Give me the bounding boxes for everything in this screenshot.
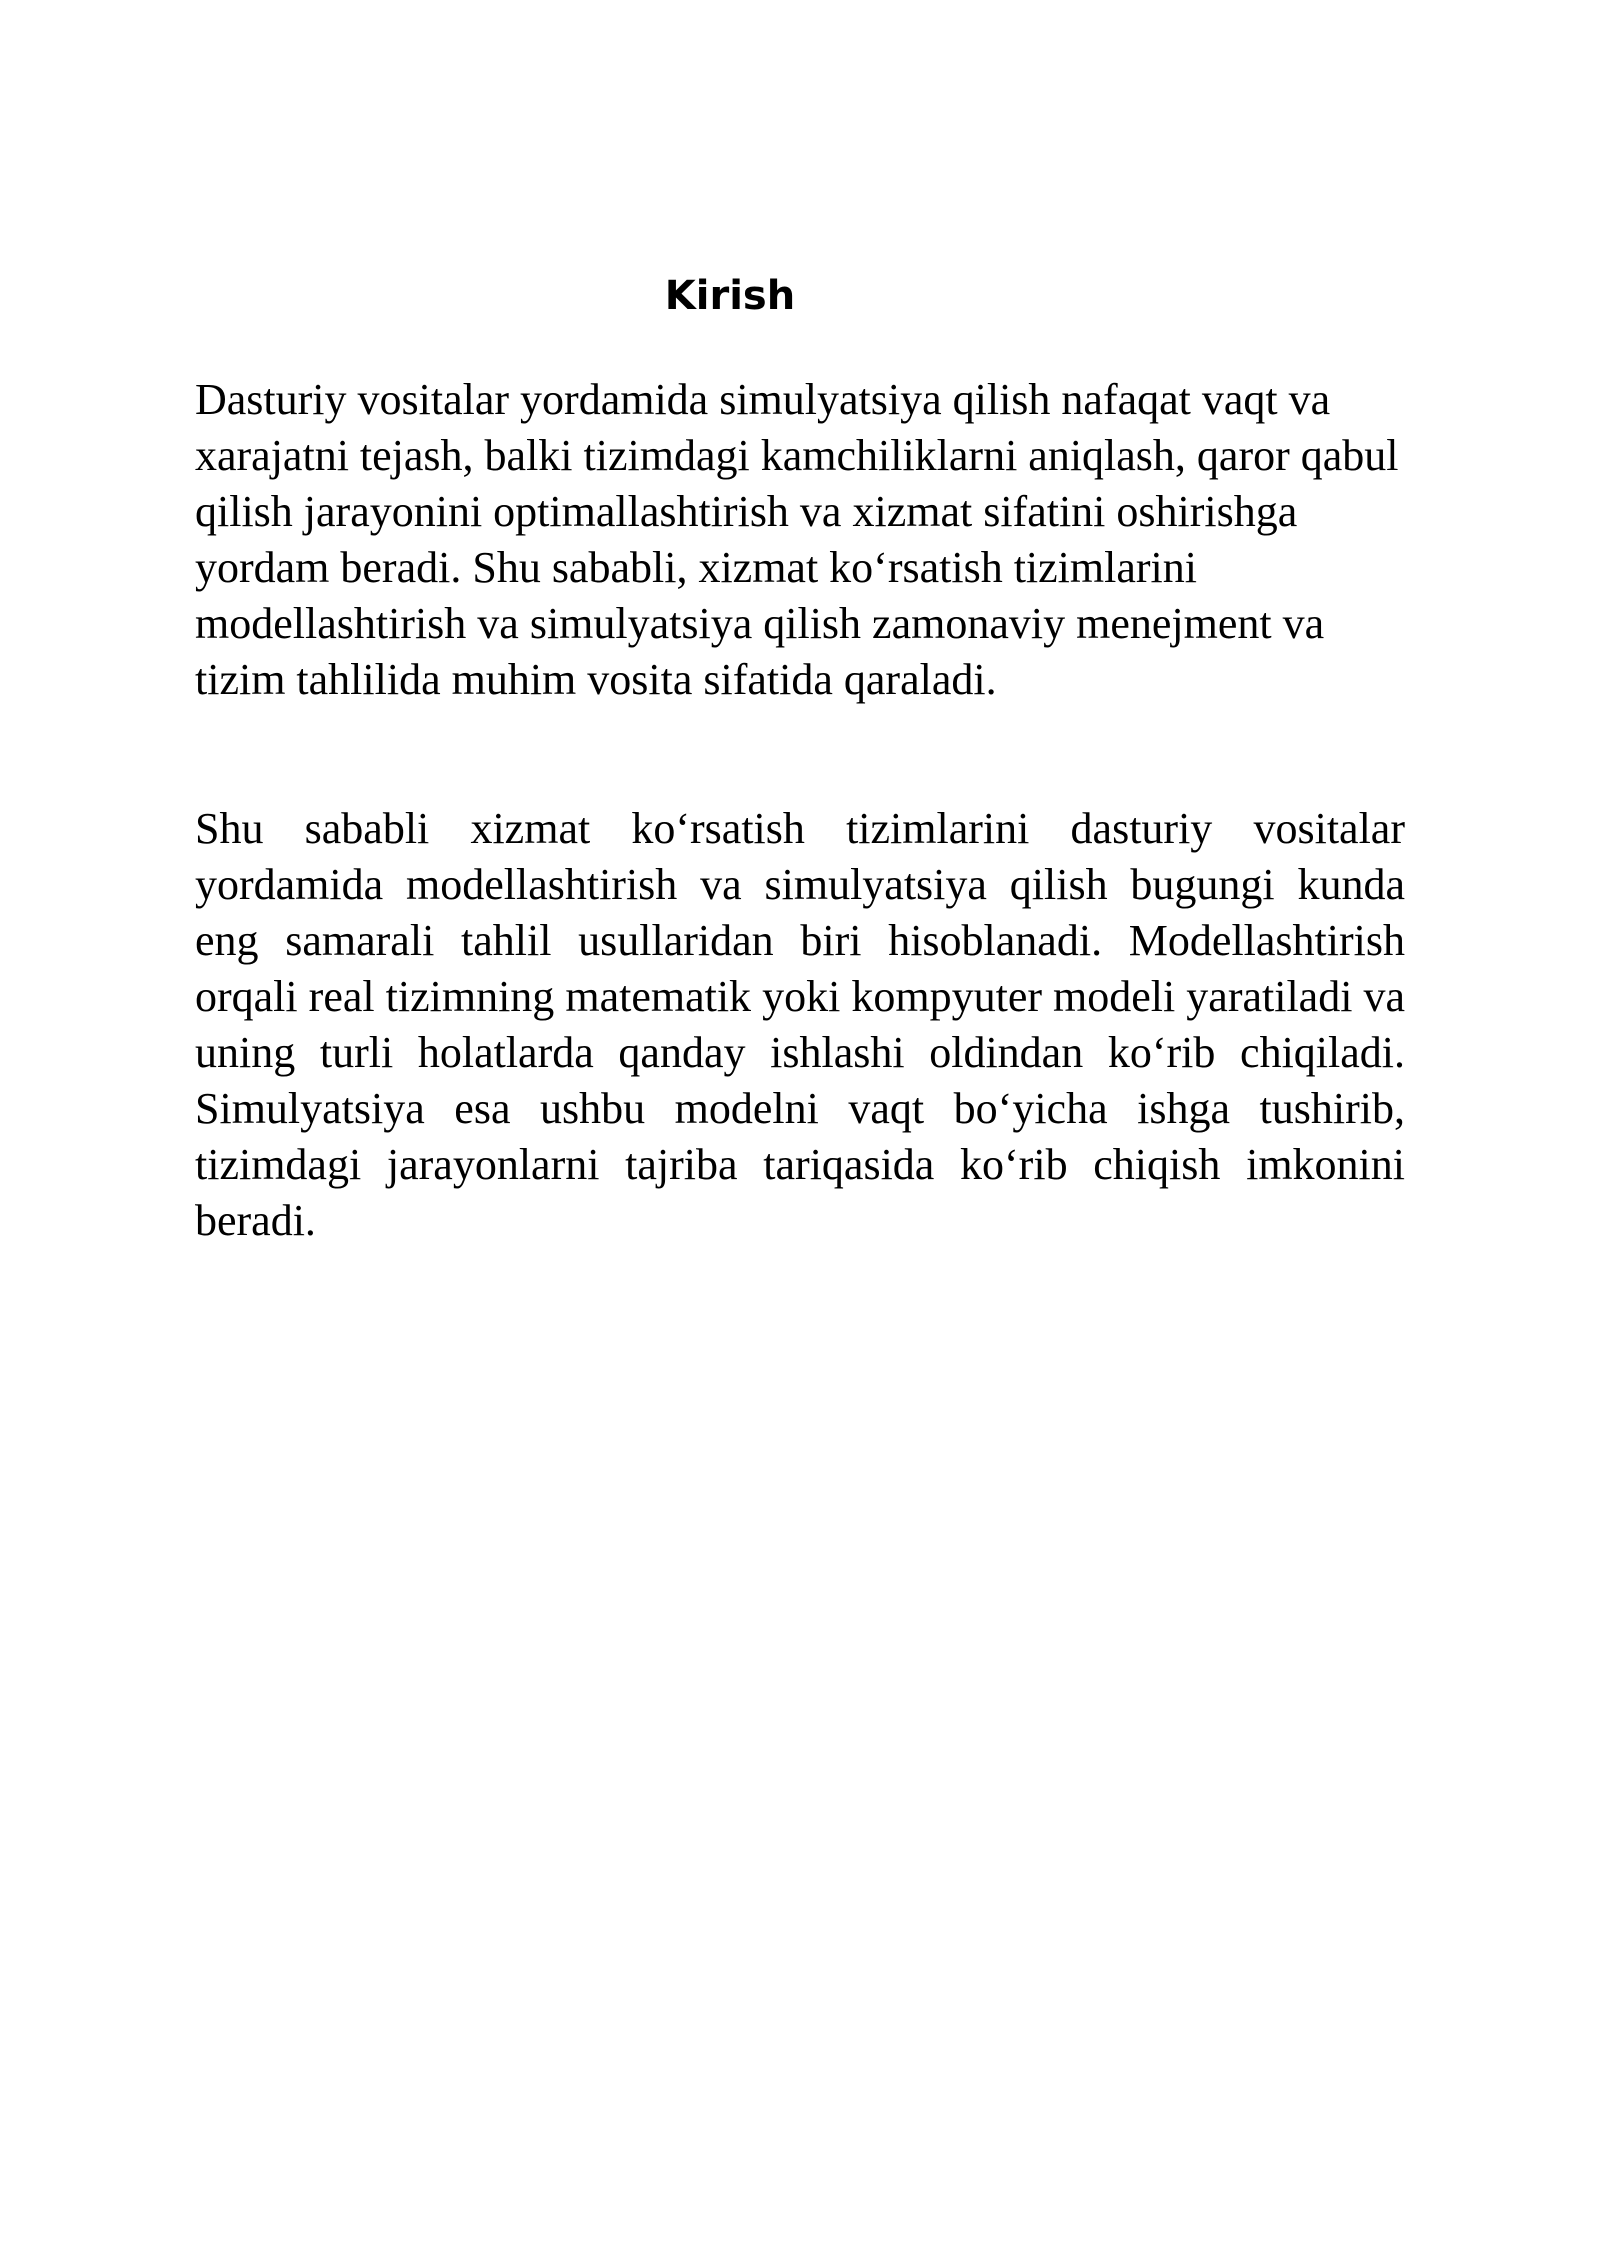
paragraph-modelling: Shu sababli xizmat ko‘rsatish tizimlarini dasturiy vositalar yordamida modellashtirish va simulyatsiya qilish bugungi kunda eng samarali tahlil usullaridan biri hisoblanadi. Modellashtirish orqali real tizimning matematik yoki kompyuter modeli yaratiladi va uning turli holatlarda qanday ishlashi oldindan ko‘rib chiqiladi. Simulyatsiya esa ushbu modelni vaqt bo‘yicha ishga tushirib, tizimdagi jarayonlarni tajriba tariqasida ko‘rib chiqish imkonini beradi. <box>195 804 1405 1245</box>
paragraph-intro: Dasturiy vositalar yordamida simulyatsiya qilish nafaqat vaqt va xarajatni tejash, balki tizimdagi kamchiliklarni aniqlash, qaror qabul qilish jarayonini optimallashtirish va xizmat sifatini oshirishga yordam beradi. Shu sababli, xizmat ko‘rsatish tizimlarini modellashtirish va simulyatsiya qilish zamonaviy menejment va tizim tahlilida muhim vosita sifatida qaraladi. <box>195 375 1399 704</box>
page-title: Kirish <box>664 273 796 319</box>
